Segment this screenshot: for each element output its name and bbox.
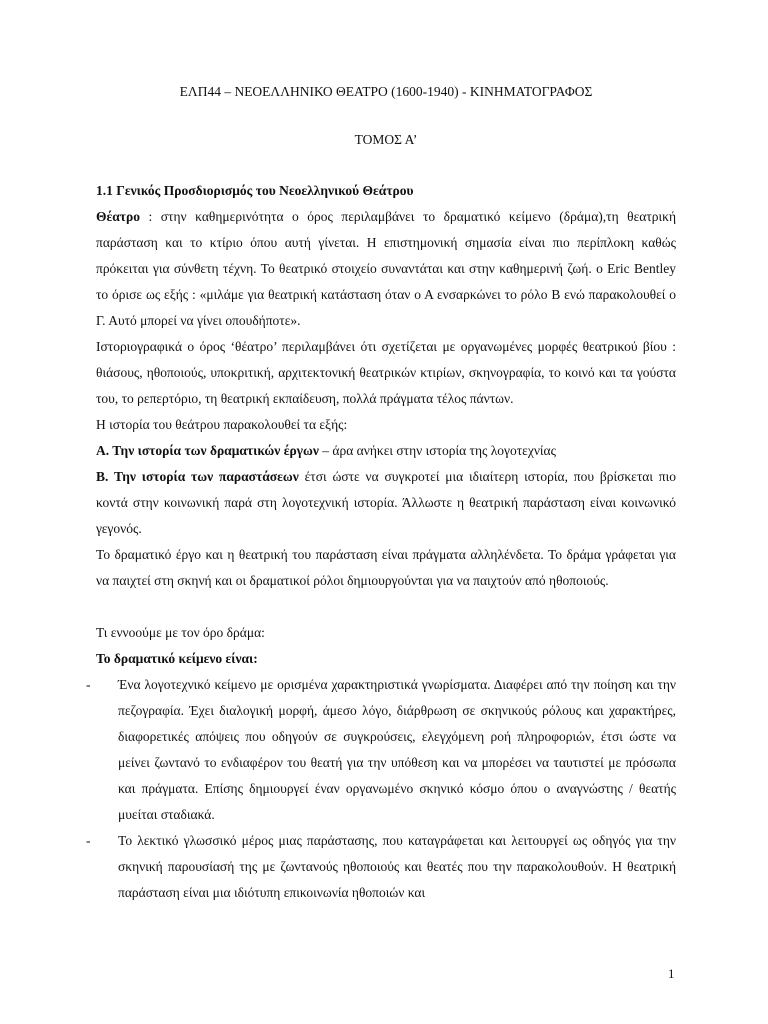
document-page: [86, 84, 676, 906]
item-b-heading: Β. Την ιστορία των παραστάσεων: [96, 469, 299, 484]
volume-title: ΤΟΜΟΣ Α’: [354, 132, 418, 147]
dash-bullet: -: [86, 677, 91, 692]
list-item-text: Το λεκτικό γλωσσικό μέρος μιας παράστασης, που καταγράφεται και λειτουργεί ως οδηγός για την σκηνική παρουσίασή της με ζωντανούς ηθοποιούς και θεατές που την παρακολουθούν. Η θεατρική παράσταση είναι μια ιδιότυπη επικοινωνία ηθοποιών και: [118, 833, 676, 900]
definition-list: [86, 672, 676, 906]
dramatic-text-heading: Το δραματικό κείμενο είναι:: [96, 651, 258, 666]
paragraph-definition: [96, 204, 676, 334]
paragraph-intro-list: Η ιστορία του θεάτρου παρακολουθεί τα εξής:: [96, 417, 348, 432]
list-item-text: Ένα λογοτεχνικό κείμενο με ορισμένα χαρακτηριστικά γνωρίσματα. Διαφέρει από την ποίηση και την πεζογραφία. Έχει διαλογική μορφή, άμεσο λόγο, διάρθρωση σε σκηνικούς ρόλους και χαρακτήρες, διαφορετικές απόψεις που οδηγούν σε συγκρούσεις, ελεγχόμενη ροή πληροφοριών, έτσι ώστε να μείνει ζωντανό το ενδιαφέρον του θεατή για την υπόθεση και να μπορέσει να ταυτιστεί με πρόσωπα και πράγματα. Επίσης δημιουργεί έναν οργανωμένο σκηνικό κόσμο όπου ο αναγνώστης / θεατής μυείται σταδιακά.: [118, 677, 676, 822]
document-title: ΕΛΠ44 – ΝΕΟΕΛΛΗΝΙΚΟ ΘΕΑΤΡΟ (1600-1940) - ΚΙΝΗΜΑΤΟΓΡΑΦΟΣ: [179, 84, 593, 99]
page-number: 1: [668, 966, 675, 981]
paragraph-item-b: [96, 464, 676, 542]
item-a-text: – άρα ανήκει στην ιστορία της λογοτεχνίας: [318, 443, 556, 458]
list-item: [86, 828, 676, 906]
paragraph-drama-performance: Το δραματικό έργο και η θεατρική του παράσταση είναι πράγματα αλληλένδετα. Το δράμα γράφεται για να παιχτεί στη σκηνή και οι δραματικοί ρόλοι δημιουργούνται για να παιχτούν από ηθοποιούς.: [96, 547, 676, 588]
list-item: [86, 672, 676, 828]
term-theatre: Θέατρο: [96, 209, 141, 224]
paragraph-historiography: Ιστοριογραφικά ο όρος ‘θέατρο’ περιλαμβάνει ότι σχετίζεται με οργανωμένες μορφές θεατρικού βίου : θιάσους, ηθοποιούς, υποκριτική, αρχιτεκτονική θεατρικών κτιρίων, σκηνογραφία, το κοινό και τα γούστα του, το ρεπερτόριο, τη θεατρική εκπαίδευση, πολλά πράγματα τέλος πάντων.: [96, 339, 676, 406]
dash-bullet: -: [86, 833, 91, 848]
item-b-text: έτσι ώστε να συγκροτεί μια ιδιαίτερη ιστορία, που βρίσκεται πιο κοντά στην κοινωνική παρά στη λογοτεχνική ιστορία. Άλλωστε η θεατρική παράσταση είναι κοινωνικό γεγονός.: [96, 469, 676, 536]
item-a-heading: Α. Την ιστορία των δραματικών έργων: [96, 443, 319, 458]
paragraph-item-a: [96, 438, 676, 464]
spacer: [96, 594, 676, 620]
section-body: [86, 178, 676, 906]
section-heading: 1.1 Γενικός Προσδιορισμός του Νεοελληνικού Θεάτρου: [96, 183, 414, 198]
paragraph-drama-question: Τι εννοούμε με τον όρο δράμα:: [96, 625, 265, 640]
definition-text: : στην καθημερινότητα ο όρος περιλαμβάνει το δραματικό κείμενο (δράμα),τη θεατρική παράσταση και το κτίριο όπου αυτή γίνεται. Η επιστημονική σημασία είναι πιο περίπλοκη καθώς πρόκειται για σύνθετη τέχνη. Το θεατρικό στοιχείο συναντάται και στην καθημερινή ζωή. ο Eric Bentley το όρισε ως εξής : «μιλάμε για θεατρική κατάσταση όταν ο Α ενσαρκώνει το ρόλο Β ενώ παρακολουθεί ο Γ. Αυτό μπορεί να γίνει οπουδήποτε».: [96, 209, 676, 328]
